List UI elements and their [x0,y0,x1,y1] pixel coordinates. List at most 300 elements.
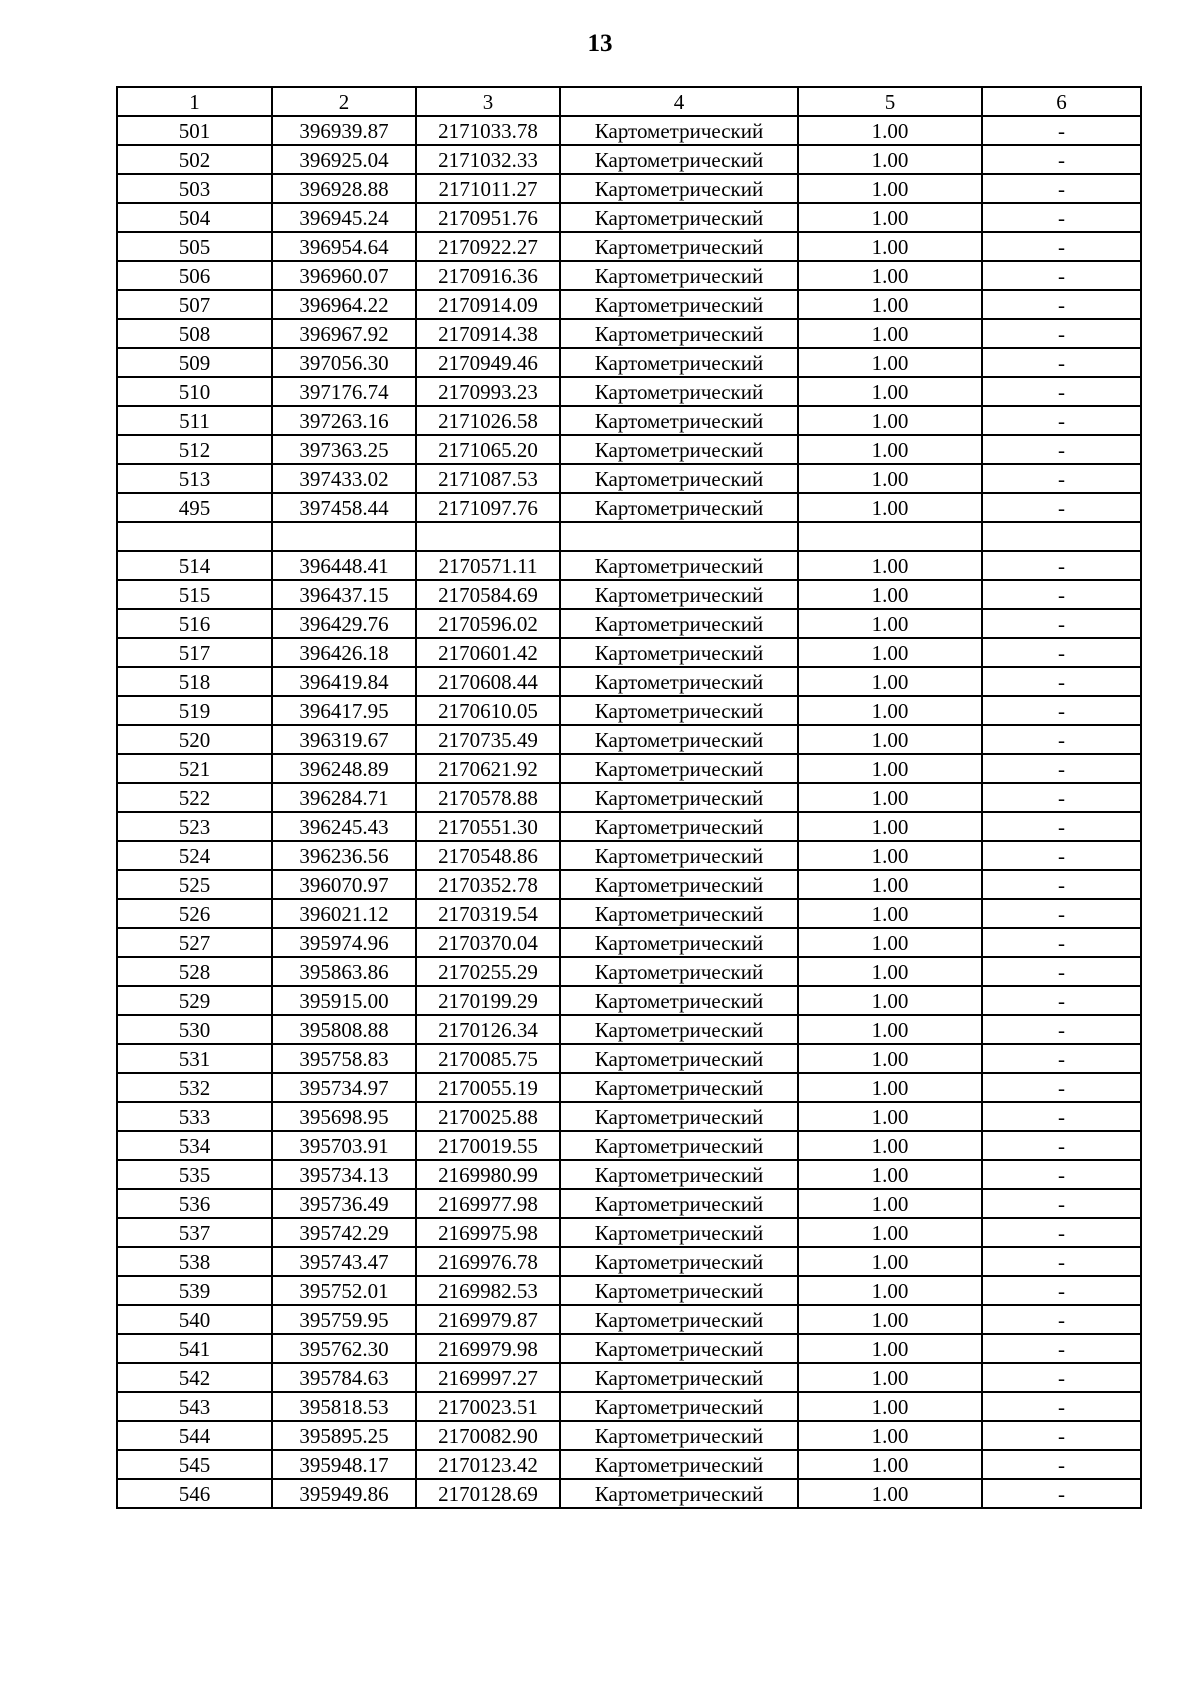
page-number: 13 [587,30,613,57]
table-row [117,348,1141,377]
table-cell-point-number: 533 [117,1102,272,1131]
table-row [117,841,1141,870]
table-row [117,261,1141,290]
table-cell-note: - [982,1044,1141,1073]
table-cell-accuracy: 1.00 [798,1102,982,1131]
table-cell-accuracy: 1.00 [798,1131,982,1160]
table-cell-point-number: 522 [117,783,272,812]
table-cell-x-coordinate: 396928.88 [272,174,416,203]
table-cell-method: Картометрический [560,899,798,928]
table-cell-point-number: 541 [117,1334,272,1363]
table-cell-note: - [982,319,1141,348]
table-cell-note: - [982,928,1141,957]
table-cell-accuracy: 1.00 [798,609,982,638]
table-cell-method: Картометрический [560,870,798,899]
table-cell-accuracy: 1.00 [798,174,982,203]
table-cell-accuracy: 1.00 [798,1305,982,1334]
table-cell-point-number: 534 [117,1131,272,1160]
table-cell-x-coordinate: 395895.25 [272,1421,416,1450]
table-cell-note: - [982,1218,1141,1247]
table-cell-point-number: 544 [117,1421,272,1450]
table-cell-y-coordinate: 2171026.58 [416,406,560,435]
table-cell-x-coordinate: 395758.83 [272,1044,416,1073]
header-cell-col-4: 4 [560,87,798,116]
table-cell-note: - [982,667,1141,696]
table-cell-x-coordinate: 396964.22 [272,290,416,319]
table-cell-accuracy: 1.00 [798,348,982,377]
table-row [117,1479,1141,1508]
table-row [117,203,1141,232]
table-cell-point-number: 523 [117,812,272,841]
table-row [117,1189,1141,1218]
table-cell-point-number: 515 [117,580,272,609]
table-cell-accuracy [798,522,982,551]
table-cell-point-number: 505 [117,232,272,261]
table-cell-point-number: 514 [117,551,272,580]
table-cell-y-coordinate: 2170949.46 [416,348,560,377]
table-cell-x-coordinate: 395736.49 [272,1189,416,1218]
table-cell-accuracy: 1.00 [798,986,982,1015]
table-row [117,493,1141,522]
table-cell-accuracy: 1.00 [798,435,982,464]
header-cell-col-5: 5 [798,87,982,116]
table-cell-point-number: 519 [117,696,272,725]
table-cell-method: Картометрический [560,841,798,870]
table-cell-y-coordinate: 2171011.27 [416,174,560,203]
table-row [117,1363,1141,1392]
table-row [117,145,1141,174]
table-cell-method: Картометрический [560,1015,798,1044]
table-cell-method: Картометрический [560,290,798,319]
table-cell-method: Картометрический [560,1392,798,1421]
table-cell-accuracy: 1.00 [798,899,982,928]
table-cell-y-coordinate: 2169979.98 [416,1334,560,1363]
table-cell-point-number: 503 [117,174,272,203]
table-cell-method: Картометрический [560,348,798,377]
table-cell-note: - [982,232,1141,261]
table-cell-note: - [982,870,1141,899]
table-cell-note: - [982,754,1141,783]
table-row [117,1421,1141,1450]
table-cell-method: Картометрический [560,435,798,464]
table-cell-point-number: 527 [117,928,272,957]
table-cell-point-number: 526 [117,899,272,928]
table-cell-accuracy: 1.00 [798,203,982,232]
table-cell-point-number: 524 [117,841,272,870]
table-cell-x-coordinate: 396945.24 [272,203,416,232]
table-cell-point-number: 530 [117,1015,272,1044]
table-cell-accuracy: 1.00 [798,928,982,957]
table-cell-x-coordinate: 395784.63 [272,1363,416,1392]
table-cell-accuracy: 1.00 [798,406,982,435]
table-cell-note: - [982,1102,1141,1131]
table-cell-note: - [982,1421,1141,1450]
table-cell-point-number: 513 [117,464,272,493]
table-row [117,1247,1141,1276]
table-cell-accuracy: 1.00 [798,1276,982,1305]
table-cell-method: Картометрический [560,783,798,812]
table-cell-method: Картометрический [560,986,798,1015]
table-cell-method: Картометрический [560,493,798,522]
table-cell-note: - [982,1392,1141,1421]
table-cell-point-number: 517 [117,638,272,667]
table-row [117,580,1141,609]
table-cell-y-coordinate: 2170571.11 [416,551,560,580]
table-cell-x-coordinate: 395742.29 [272,1218,416,1247]
table-cell-note: - [982,812,1141,841]
table-cell-point-number: 504 [117,203,272,232]
table-cell-y-coordinate: 2170914.09 [416,290,560,319]
table-header [117,87,1141,116]
table-cell-method: Картометрический [560,203,798,232]
table-cell-x-coordinate: 395818.53 [272,1392,416,1421]
table-cell-accuracy: 1.00 [798,754,982,783]
table-cell-point-number: 528 [117,957,272,986]
table-cell-y-coordinate: 2169979.87 [416,1305,560,1334]
header-row [117,87,1141,116]
table-cell-y-coordinate: 2171097.76 [416,493,560,522]
table-cell-y-coordinate: 2170916.36 [416,261,560,290]
table-cell-y-coordinate: 2170199.29 [416,986,560,1015]
table-cell-accuracy: 1.00 [798,812,982,841]
table-cell-note: - [982,348,1141,377]
table-cell-accuracy: 1.00 [798,696,982,725]
table-cell-point-number: 521 [117,754,272,783]
table-row [117,1160,1141,1189]
table-cell-y-coordinate: 2170601.42 [416,638,560,667]
table-cell-note: - [982,464,1141,493]
table-cell-accuracy: 1.00 [798,145,982,174]
table-cell-note: - [982,1363,1141,1392]
table-cell-x-coordinate: 396429.76 [272,609,416,638]
table-cell-note: - [982,1450,1141,1479]
table-row [117,1276,1141,1305]
table-row [117,290,1141,319]
table-cell-x-coordinate: 395974.96 [272,928,416,957]
table-cell-x-coordinate: 397056.30 [272,348,416,377]
table-cell-note: - [982,1334,1141,1363]
table-row [117,870,1141,899]
table-cell-accuracy: 1.00 [798,783,982,812]
table-cell-y-coordinate: 2170621.92 [416,754,560,783]
table-cell-y-coordinate: 2170082.90 [416,1421,560,1450]
table-cell-note: - [982,290,1141,319]
table-cell-x-coordinate: 396417.95 [272,696,416,725]
coordinates-table [116,86,1142,1509]
table-cell-method: Картометрический [560,1218,798,1247]
table-cell-note: - [982,1276,1141,1305]
table-cell-note: - [982,725,1141,754]
table-cell-x-coordinate: 396939.87 [272,116,416,145]
table-row [117,957,1141,986]
header-cell-col-3: 3 [416,87,560,116]
table-cell-accuracy: 1.00 [798,841,982,870]
table-cell-x-coordinate: 395752.01 [272,1276,416,1305]
table-cell-accuracy: 1.00 [798,1160,982,1189]
table-cell-method: Картометрический [560,1160,798,1189]
table-cell-method: Картометрический [560,1247,798,1276]
table-cell-x-coordinate: 395743.47 [272,1247,416,1276]
table-cell-point-number: 543 [117,1392,272,1421]
table-row [117,725,1141,754]
table-cell-y-coordinate: 2170123.42 [416,1450,560,1479]
table-cell-y-coordinate: 2171033.78 [416,116,560,145]
table-cell-method: Картометрический [560,754,798,783]
table-row [117,1450,1141,1479]
table-cell-y-coordinate: 2169976.78 [416,1247,560,1276]
table-cell-x-coordinate: 397263.16 [272,406,416,435]
table-cell-method: Картометрический [560,377,798,406]
table-cell-point-number: 511 [117,406,272,435]
table-row [117,174,1141,203]
table-cell-note: - [982,609,1141,638]
table-cell-point-number: 506 [117,261,272,290]
table-cell-y-coordinate: 2170735.49 [416,725,560,754]
table-cell-y-coordinate [416,522,560,551]
table-cell-method: Картометрический [560,1276,798,1305]
table-cell-note: - [982,1015,1141,1044]
table-cell-accuracy: 1.00 [798,232,982,261]
table-row [117,696,1141,725]
table-cell-x-coordinate: 396437.15 [272,580,416,609]
table-cell-x-coordinate: 395698.95 [272,1102,416,1131]
table-cell-point-number: 495 [117,493,272,522]
table-cell-note: - [982,1247,1141,1276]
table-cell-point-number [117,522,272,551]
table-cell-y-coordinate: 2170352.78 [416,870,560,899]
table-cell-point-number: 508 [117,319,272,348]
table-cell-method: Картометрический [560,609,798,638]
table-cell-y-coordinate: 2170914.38 [416,319,560,348]
table-cell-accuracy: 1.00 [798,1218,982,1247]
table-cell-method: Картометрический [560,957,798,986]
table-cell-note: - [982,957,1141,986]
table-cell-method: Картометрический [560,812,798,841]
table-cell-y-coordinate: 2169980.99 [416,1160,560,1189]
table-cell-point-number: 507 [117,290,272,319]
table-cell-method: Картометрический [560,1421,798,1450]
table-cell-accuracy: 1.00 [798,261,982,290]
table-cell-accuracy: 1.00 [798,1479,982,1508]
table-row [117,551,1141,580]
table-cell-y-coordinate: 2170055.19 [416,1073,560,1102]
table-cell-y-coordinate: 2170578.88 [416,783,560,812]
table-cell-x-coordinate: 396960.07 [272,261,416,290]
table-cell-point-number: 538 [117,1247,272,1276]
table-cell-accuracy: 1.00 [798,1073,982,1102]
table-cell-method: Картометрический [560,1189,798,1218]
table-cell-x-coordinate [272,522,416,551]
table-cell-accuracy: 1.00 [798,1363,982,1392]
table-cell-note: - [982,493,1141,522]
table-cell-x-coordinate: 396236.56 [272,841,416,870]
table-cell-accuracy: 1.00 [798,464,982,493]
table-cell-y-coordinate: 2169975.98 [416,1218,560,1247]
table-cell-note: - [982,580,1141,609]
table-row [117,638,1141,667]
table-cell-y-coordinate: 2170548.86 [416,841,560,870]
table-cell-method: Картометрический [560,1479,798,1508]
table-cell-point-number: 540 [117,1305,272,1334]
table-cell-point-number: 501 [117,116,272,145]
table-cell-method: Картометрический [560,116,798,145]
table-cell-point-number: 536 [117,1189,272,1218]
table-cell-y-coordinate: 2170085.75 [416,1044,560,1073]
table-cell-note: - [982,203,1141,232]
table-cell-note: - [982,1073,1141,1102]
header-cell-col-6: 6 [982,87,1141,116]
table-cell-method: Картометрический [560,174,798,203]
table-cell-point-number: 518 [117,667,272,696]
table-cell-y-coordinate: 2170993.23 [416,377,560,406]
table-cell-y-coordinate: 2170551.30 [416,812,560,841]
table-cell-x-coordinate: 396448.41 [272,551,416,580]
table-cell-x-coordinate: 396319.67 [272,725,416,754]
table-row [117,1102,1141,1131]
table-cell-point-number: 529 [117,986,272,1015]
table-cell-method: Картометрический [560,464,798,493]
table-cell-note: - [982,377,1141,406]
table-cell-x-coordinate: 395759.95 [272,1305,416,1334]
table-cell-accuracy: 1.00 [798,1044,982,1073]
table-cell-x-coordinate: 395948.17 [272,1450,416,1479]
table-cell-point-number: 546 [117,1479,272,1508]
table-cell-accuracy: 1.00 [798,290,982,319]
table-cell-point-number: 509 [117,348,272,377]
table-cell-x-coordinate: 397433.02 [272,464,416,493]
table-cell-y-coordinate: 2170922.27 [416,232,560,261]
table-cell-accuracy: 1.00 [798,493,982,522]
table-cell-y-coordinate: 2170370.04 [416,928,560,957]
table-cell-note: - [982,783,1141,812]
table-cell-point-number: 532 [117,1073,272,1102]
table-cell-note: - [982,899,1141,928]
table-cell-x-coordinate: 396967.92 [272,319,416,348]
table-cell-y-coordinate: 2169977.98 [416,1189,560,1218]
table-cell-accuracy: 1.00 [798,667,982,696]
table-cell-accuracy: 1.00 [798,1334,982,1363]
table-cell-y-coordinate: 2170023.51 [416,1392,560,1421]
table-cell-note: - [982,174,1141,203]
table-cell-accuracy: 1.00 [798,638,982,667]
table-row [117,1334,1141,1363]
table-cell-point-number: 539 [117,1276,272,1305]
table-cell-x-coordinate: 396070.97 [272,870,416,899]
table-cell-method: Картометрический [560,638,798,667]
table-cell-y-coordinate: 2170126.34 [416,1015,560,1044]
table-cell-x-coordinate: 396925.04 [272,145,416,174]
table-cell-note [982,522,1141,551]
table-cell-y-coordinate: 2170128.69 [416,1479,560,1508]
table-cell-accuracy: 1.00 [798,1421,982,1450]
table-cell-y-coordinate: 2169982.53 [416,1276,560,1305]
table-cell-y-coordinate: 2170584.69 [416,580,560,609]
table-cell-method: Картометрический [560,261,798,290]
table-cell-note: - [982,1305,1141,1334]
table-row [117,899,1141,928]
table-row [117,754,1141,783]
table-row [117,116,1141,145]
table-cell-x-coordinate: 395808.88 [272,1015,416,1044]
table-cell-x-coordinate: 396284.71 [272,783,416,812]
table-cell-note: - [982,638,1141,667]
table-cell-method: Картометрический [560,1102,798,1131]
table-cell-method: Картометрический [560,928,798,957]
table-row [117,1073,1141,1102]
table-cell-accuracy: 1.00 [798,1247,982,1276]
table-cell-x-coordinate: 396248.89 [272,754,416,783]
table-row [117,1044,1141,1073]
table-cell-x-coordinate: 395734.97 [272,1073,416,1102]
table-cell-point-number: 520 [117,725,272,754]
table-cell-x-coordinate: 396426.18 [272,638,416,667]
table-cell-x-coordinate: 395915.00 [272,986,416,1015]
table-cell-note: - [982,986,1141,1015]
header-cell-col-2: 2 [272,87,416,116]
table-cell-point-number: 516 [117,609,272,638]
table-cell-accuracy: 1.00 [798,957,982,986]
table-cell-accuracy: 1.00 [798,725,982,754]
table-cell-point-number: 525 [117,870,272,899]
table-cell-method [560,522,798,551]
table-cell-accuracy: 1.00 [798,1450,982,1479]
table-cell-y-coordinate: 2170608.44 [416,667,560,696]
table-cell-method: Картометрический [560,580,798,609]
table-cell-point-number: 512 [117,435,272,464]
table-cell-y-coordinate: 2170951.76 [416,203,560,232]
table-cell-x-coordinate: 396954.64 [272,232,416,261]
table-cell-y-coordinate: 2170025.88 [416,1102,560,1131]
table-row [117,1305,1141,1334]
table-cell-method: Картометрический [560,667,798,696]
table-cell-note: - [982,435,1141,464]
table-row [117,783,1141,812]
table-cell-note: - [982,1131,1141,1160]
table-cell-point-number: 542 [117,1363,272,1392]
table-row [117,435,1141,464]
table-row [117,377,1141,406]
table-cell-method: Картометрический [560,1334,798,1363]
table-cell-accuracy: 1.00 [798,319,982,348]
table-cell-note: - [982,145,1141,174]
table-row [117,319,1141,348]
table-body [117,116,1141,1508]
table-cell-y-coordinate: 2169997.27 [416,1363,560,1392]
table-cell-note: - [982,1160,1141,1189]
table-row [117,928,1141,957]
table-cell-x-coordinate: 397176.74 [272,377,416,406]
table-cell-method: Картометрический [560,1305,798,1334]
table-row [117,464,1141,493]
table-cell-accuracy: 1.00 [798,870,982,899]
table-cell-x-coordinate: 395863.86 [272,957,416,986]
table-cell-y-coordinate: 2170255.29 [416,957,560,986]
table-row [117,986,1141,1015]
table-cell-accuracy: 1.00 [798,1392,982,1421]
table-row [117,522,1141,551]
table-cell-method: Картометрический [560,1131,798,1160]
table-cell-accuracy: 1.00 [798,551,982,580]
table-cell-point-number: 510 [117,377,272,406]
table-cell-x-coordinate: 397363.25 [272,435,416,464]
table-cell-note: - [982,841,1141,870]
table-cell-note: - [982,1479,1141,1508]
table-cell-note: - [982,1189,1141,1218]
table-cell-accuracy: 1.00 [798,580,982,609]
table-cell-method: Картометрический [560,145,798,174]
table-cell-x-coordinate: 395949.86 [272,1479,416,1508]
table-cell-note: - [982,551,1141,580]
